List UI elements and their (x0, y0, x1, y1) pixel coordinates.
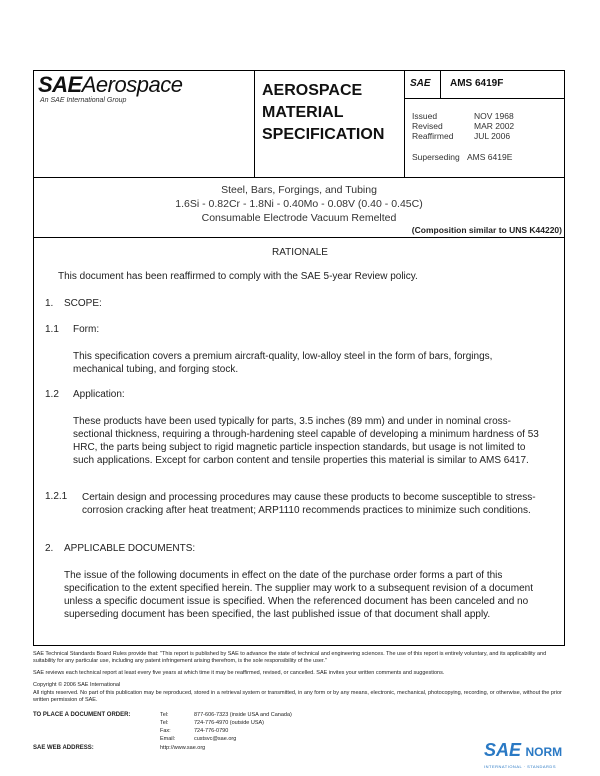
revised-value: MAR 2002 (474, 121, 515, 131)
section-number: 1. (45, 298, 54, 309)
footer-rules: SAE Technical Standards Board Rules provide that: "This report is published by SAE to advance the state of technical and engineering sciences. The use of this report is entirely voluntary, and its applicability and suitability for any particular use, including any patent infringement arising therefrom, is the sole responsibility of the user." (33, 651, 547, 664)
header-divider (404, 70, 405, 178)
doc-type-line: MATERIAL (262, 104, 344, 121)
section-number: 2. (45, 543, 54, 554)
tel2-value: 724-776-4970 (outside USA) (194, 720, 265, 726)
email-label: Email: (160, 736, 176, 742)
tel2-label: Tel: (160, 720, 169, 726)
header-divider (440, 70, 441, 98)
doc-type-line: SPECIFICATION (262, 126, 385, 143)
section-number: 1.1 (45, 324, 59, 335)
web-label: SAE WEB ADDRESS: (33, 745, 94, 751)
footer-rights: All rights reserved. No part of this publication may be reproduced, stored in a retrieval system or transmitted, in any form or by any means, electronic, mechanical, photocopying, recording, or otherwise, without the prior written permission of SAE. (33, 690, 562, 703)
sae-aerospace-logo (38, 72, 182, 98)
email-value[interactable]: custsvc@sae.org (194, 736, 237, 742)
logo-subtitle: An SAE International Group (40, 97, 127, 104)
section-text: These products have been used typically for parts, 3.5 inches (89 mm) and under in nominal cross-sectional thickness, requiring a through-hardening steel capable of developing a minimum hardness of 53 HRC, the parts being subject to rigid magnetic particle inspection standards, but usage is not limited to such applications. Except for carbon content and tensile properties this material is similar to AMS 6417. (73, 416, 539, 466)
watermark-sae: SAE (484, 740, 522, 760)
watermark-norm: NORM (525, 745, 563, 759)
superseding-value: AMS 6419E (467, 152, 513, 162)
section-title: Application: (73, 389, 125, 400)
reaffirmed-label: Reaffirmed (412, 131, 454, 141)
fax-label: Fax: (160, 728, 171, 734)
revised-label: Revised (412, 121, 443, 131)
web-link[interactable]: http://www.sae.org (160, 745, 206, 751)
section-number: 1.2 (45, 389, 59, 400)
fax-value: 724-776-0790 (194, 728, 229, 734)
issued-label: Issued (412, 111, 438, 121)
composition-note: (Composition similar to UNS K44220) (411, 225, 562, 235)
title-line: Steel, Bars, Forgings, and Tubing (221, 184, 377, 196)
footer-review: SAE reviews each technical report at least every five years at which time it may be reaffirmed, revised, or cancelled. SAE invites your written comments and suggestions. (33, 670, 445, 676)
logo-aerospace: Aerospace (81, 72, 183, 97)
rationale-text: This document has been reaffirmed to comply with the SAE 5-year Review policy. (58, 271, 418, 282)
section-text: Certain design and processing procedures may cause these products to become susceptible to stress-corrosion cracking after heat treatment; ARP1110 recommends practices to minimize such conditions. (82, 492, 536, 516)
watermark-subtitle: INTERNATIONAL · STANDARDS (484, 764, 556, 769)
title-line: 1.6Si - 0.82Cr - 1.8Ni - 0.40Mo - 0.08V (0.40 - 0.45C) (175, 198, 423, 210)
sae-mini-logo: SAE (410, 78, 431, 89)
tel-label: Tel: (160, 712, 169, 718)
section-number: 1.2.1 (45, 491, 68, 502)
tel-value: 877-606-7323 (inside USA and Canada) (194, 712, 292, 718)
section-text: The issue of the following documents in effect on the date of the purchase order forms a part of this specification to the extent specified herein. The supplier may work to a subsequent revision of a document unless a specific document issue is specified. When the referenced document has been canceled and no superseding document has been specified, the last published issue of that document shall apply. (64, 570, 533, 620)
sae-norm-watermark (484, 740, 562, 761)
section-text: This specification covers a premium aircraft-quality, low-alloy steel in the form of bars, forgings, mechanical tubing, and forging stock. (73, 351, 493, 375)
footer-copyright: Copyright © 2006 SAE International (33, 682, 121, 688)
superseding-label: Superseding (412, 152, 460, 162)
section-title: SCOPE: (64, 298, 102, 309)
section-title: Form: (73, 324, 100, 335)
order-label: TO PLACE A DOCUMENT ORDER: (33, 712, 131, 718)
issued-value: NOV 1968 (474, 111, 514, 121)
logo-sae: SAE (38, 72, 82, 97)
header-divider (404, 98, 565, 99)
reaffirmed-value: JUL 2006 (474, 131, 511, 141)
rationale-heading: RATIONALE (272, 247, 328, 258)
title-line: Consumable Electrode Vacuum Remelted (201, 212, 397, 224)
ams-number: AMS 6419F (450, 78, 504, 89)
doc-type-line: AEROSPACE (262, 82, 363, 99)
header-divider (254, 70, 255, 178)
section-title: APPLICABLE DOCUMENTS: (64, 543, 196, 554)
document-type-title (262, 80, 384, 146)
